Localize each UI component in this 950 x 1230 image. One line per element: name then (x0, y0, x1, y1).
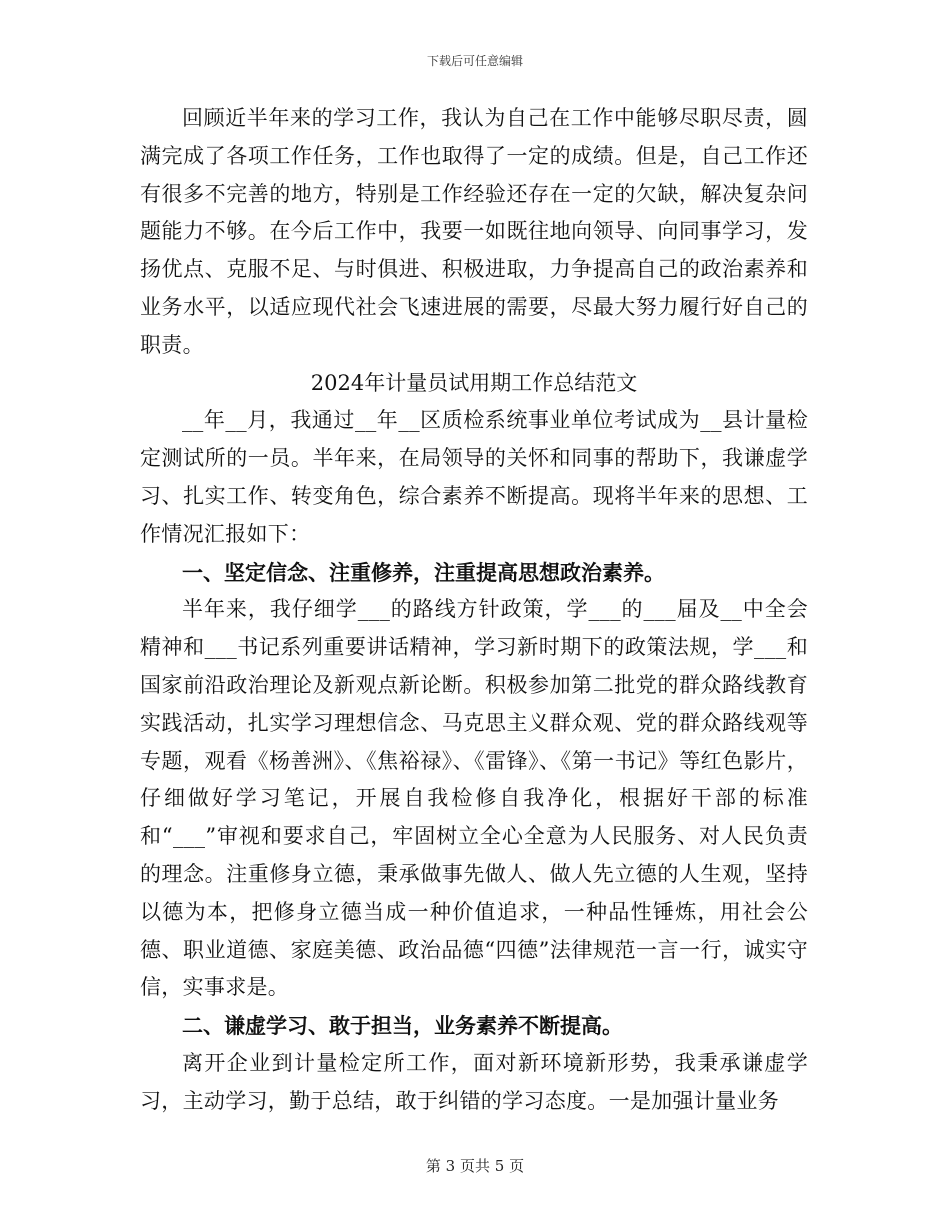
paragraph-intro: __年__月，我通过__年__区质检系统事业单位考试成为__县计量检定测试所的一员。半年来，在局领导的关怀和同事的帮助下，我谦虚学习、扎实工作、转变角色，综合素养不断提高。现将半年来的思想、工作情况汇报如下： (140, 408, 808, 546)
document-title: 2024年计量员试用期工作总结范文 (310, 370, 638, 395)
paragraph-section-2: 离开企业到计量检定所工作，面对新环境新形势，我秉承谦虚学习，主动学习，勤于总结，敢于纠错的学习态度。一是加强计量业务 (140, 1050, 808, 1113)
paragraph-section-1: 半年来，我仔细学___的路线方针政策，学___的___届及__中全会精神和___书记系列重要讲话精神，学习新时期下的政策法规，学___和国家前沿政治理论及新观点新论断。积极参加第二批党的群众路线教育实践活动，扎实学习理想信念、马克思主义群众观、党的群众路线观等专题，观看《杨善洲》、《焦裕禄》、《雷锋》、《第一书记》等红色影片，仔细做好学习笔记，开展自我检修自我净化，根据好干部的标准和“___”审视和要求自己，牢固树立全心全意为人民服务、对人民负责的理念。注重修身立德，秉承做事先做人、做人先立德的人生观，坚持以德为本，把修身立德当成一种价值追求，一种品性锤炼，用社会公德、职业道德、家庭美德、政治品德“四德”法律规范一言一行，诚实守信，实事求是。 (140, 597, 808, 1000)
section-heading-1: 一、坚定信念、注重修养，注重提高思想政治素养。 (182, 559, 665, 585)
paragraph-review: 回顾近半年来的学习工作，我认为自己在工作中能够尽职尽责，圆满完成了各项工作任务，工作也取得了一定的成绩。但是，自己工作还有很多不完善的地方，特别是工作经验还存在一定的欠缺，解决复杂问题能力不够。在今后工作中，我要一如既往地向领导、向同事学习，发扬优点、克服不足、与时俱进、积极进取，力争提高自己的政治素养和业务水平，以适应现代社会飞速进展的需要，尽最大努力履行好自己的职责。 (140, 106, 808, 357)
page-footer: 第 3 页共 5 页 (425, 1157, 525, 1175)
page-header: 下载后可任意编辑 (426, 54, 523, 68)
section-heading-2: 二、谦虚学习、敢于担当，业务素养不断提高。 (182, 1013, 623, 1039)
document-body (140, 100, 808, 1121)
